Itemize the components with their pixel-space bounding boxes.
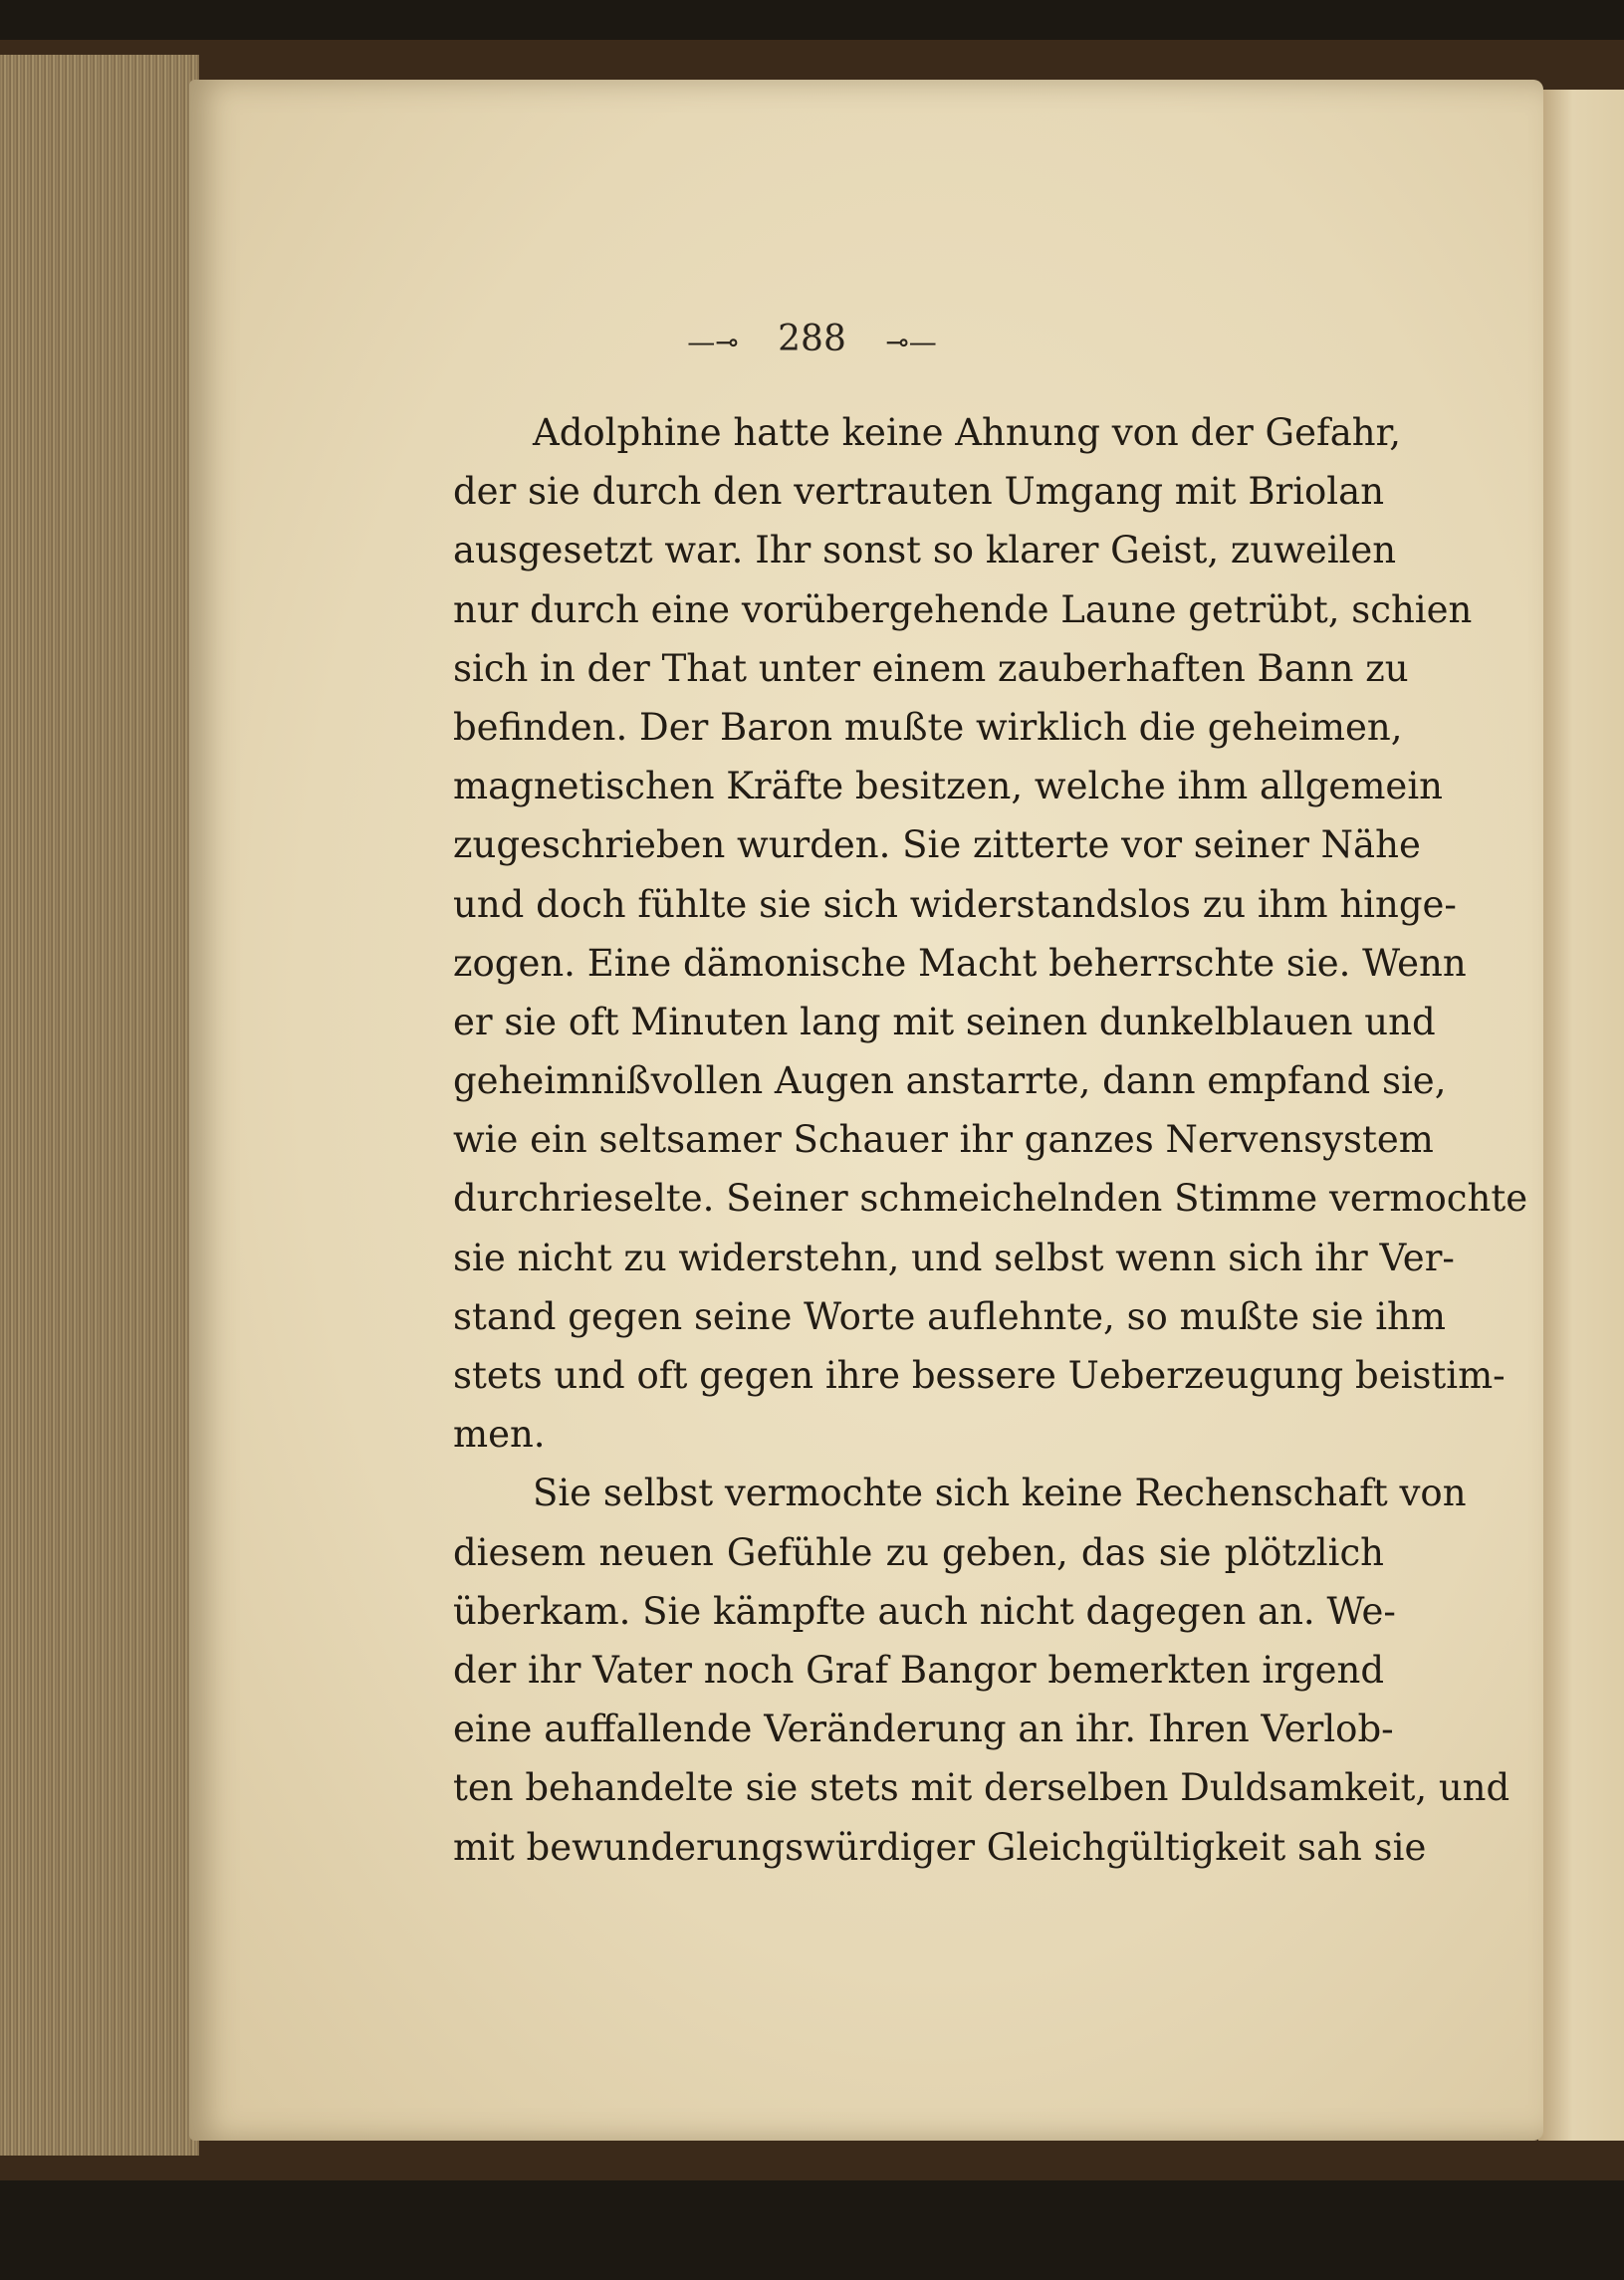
text-line: der sie durch den vertrauten Umgang mit Briolan [453,470,1385,514]
page-header [0,319,1624,359]
text-line: nur durch eine vorübergehende Laune getrübt, schien [453,587,1473,631]
text-line: zugeschrieben wurden. Sie zitterte vor seiner Nähe [453,823,1421,867]
text-line: magnetischen Kräfte besitzen, welche ihm allgemein [453,765,1443,808]
text-line: sich in der That unter einem zauberhaften Bann zu [453,646,1409,690]
text-line: wie ein seltsamer Schauer ihr ganzes Nervensystem [453,1118,1434,1162]
body-text [453,403,1528,1877]
paragraph-2 [453,1464,1510,1876]
text-line: diesem neuen Gefühle zu geben, das sie plötzlich [453,1530,1384,1574]
text-line: Adolphine hatte keine Ahnung von der Gefahr, [533,411,1401,454]
text-line: Sie selbst vermochte sich keine Rechenschaft von [533,1472,1467,1515]
text-line: und doch fühlte sie sich widerstandslos zu ihm hinge- [453,882,1457,926]
text-line: überkam. Sie kämpfte auch nicht dagegen an. We- [453,1589,1396,1633]
text-line: stand gegen seine Worte auflehnte, so mußte sie ihm [453,1294,1446,1338]
text-line: stets und oft gegen ihre bessere Ueberzeugung beistim- [453,1354,1506,1397]
page-number: 288 [778,319,846,359]
text-line: er sie oft Minuten lang mit seinen dunkelblauen und [453,1000,1436,1043]
facing-page-edge [1538,90,1624,2141]
text-line: zogen. Eine dämonische Macht beherrschte sie. Wenn [453,941,1467,985]
text-line: befinden. Der Baron mußte wirklich die geheimen, [453,705,1403,749]
text-line: der ihr Vater noch Graf Bangor bemerkten irgend [453,1648,1385,1692]
paragraph-1 [453,403,1528,1464]
text-line: durchrieselte. Seiner schmeichelnden Stimme vermochte [453,1177,1528,1221]
text-line: men. [453,1413,546,1457]
ornament-left-icon: —⊸ [687,325,739,358]
text-line: eine auffallende Veränderung an ihr. Ihren Verlob- [453,1708,1394,1751]
text-line: geheimnißvollen Augen anstarrte, dann empfand sie, [453,1059,1447,1103]
text-line: mit bewunderungswürdiger Gleichgültigkeit sah sie [453,1825,1427,1869]
ornament-right-icon: ⊸— [885,325,937,358]
text-line: ausgesetzt war. Ihr sonst so klarer Geist, zuweilen [453,529,1397,572]
text-line: sie nicht zu widerstehn, und selbst wenn sich ihr Ver- [453,1236,1455,1279]
text-line: ten behandelte sie stets mit derselben Duldsamkeit, und [453,1766,1510,1810]
page-edges [0,55,199,2156]
